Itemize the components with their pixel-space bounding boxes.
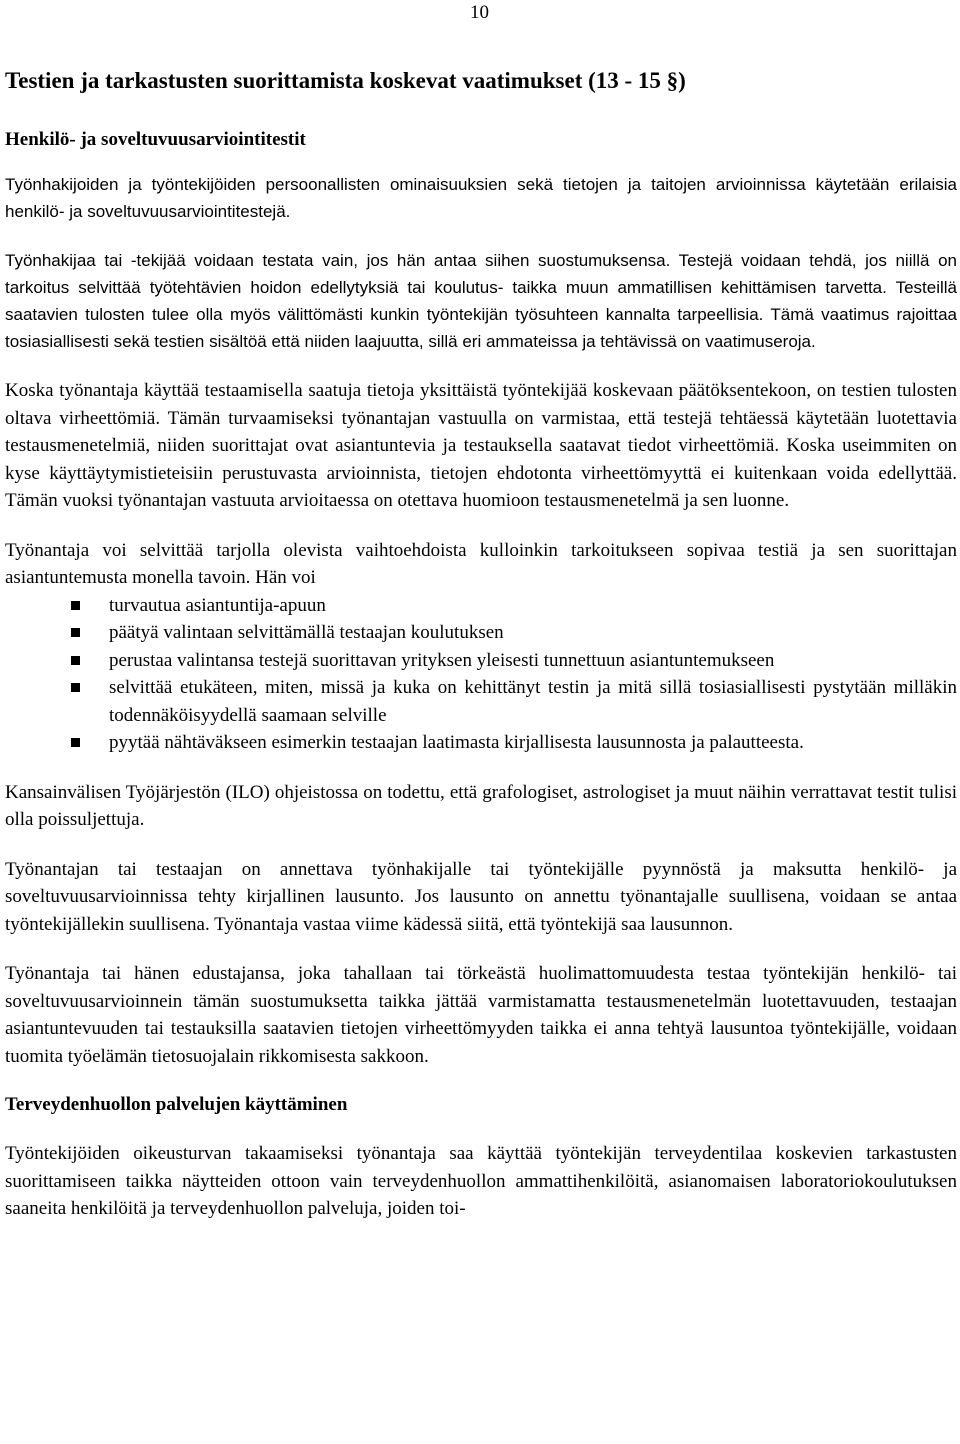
paragraph-7: Työnantaja tai hänen edustajansa, joka tahallaan tai törkeästä huolimattomuudesta testaa työntekijän henkilö- tai soveltuvuusarvioinnein tämän suostumuksetta taikka jättää varmistamatta testausmenetelmän luotettavuuden, testaajan asiantuntevuuden tai testauksilla saatavien tietojen virheettömyyden taikka ei anna tehtyä lausuntoa työntekijälle, voidaan tuomita työelämän tietosuojalain rikkomisesta sakkoon. xyxy=(5,963,957,1067)
page-number: 10 xyxy=(470,2,489,23)
list-item: selvittää etukäteen, miten, missä ja kuka on kehittänyt testin ja mitä sillä tosiasiallisesti pystytään milläkin todennäköisyydellä saamaan selville xyxy=(5,674,957,729)
square-bullet-icon xyxy=(71,683,80,692)
list-item: turvautua asiantuntija-apuun xyxy=(5,592,957,620)
paragraph-5: Kansainvälisen Työjärjestön (ILO) ohjeistossa on todettu, että grafologiset, astrologiset ja muut näihin verrattavat testit tulisi olla poissuljettuja. xyxy=(5,781,957,830)
bullet-list xyxy=(5,592,957,757)
section-heading-personality-tests: Henkilö- ja soveltuvuusarviointitestit xyxy=(5,129,306,150)
paragraph-6: Työnantajan tai testaajan on annettava työnhakijalle tai työntekijälle pyynnöstä ja maksutta henkilö- ja soveltuvuusarvioinnissa tehty kirjallinen lausunto. Jos lausunto on annettu työnantajalle suullisena, voidaan se antaa työntekijällekin suullisena. Työnantaja vastaa viime kädessä siitä, että työntekijä saa lausunnon. xyxy=(5,858,957,935)
square-bullet-icon xyxy=(71,656,80,665)
document-body xyxy=(5,66,957,1245)
list-item: pyytää nähtäväkseen esimerkin testaajan laatimasta kirjallisesta lausunnosta ja palautteesta. xyxy=(5,729,957,757)
paragraph-4: Työnantaja voi selvittää tarjolla olevista vaihtoehdoista kulloinkin tarkoitukseen sopivaa testiä ja sen suorittajan asiantuntemusta monella tavoin. Hän voi xyxy=(5,539,957,588)
list-item: perustaa valintansa testejä suorittavan yrityksen yleisesti tunnettuun asiantuntemukseen xyxy=(5,647,957,675)
paragraph-2: Työnhakijaa tai -tekijää voidaan testata vain, jos hän antaa siihen suostumuksensa. Testejä voidaan tehdä, jos niillä on tarkoitus selvittää työtehtävien hoidon edellytyksiä tai koulutus- taikka muun ammatillisen kehittämisen tarvetta. Testeillä saatavien tulosten tulee olla myös välittömästi kunkin työntekijän työsuhteen kannalta tarpeellisia. Tämä vaatimus rajoittaa tosiasiallisesti sekä testien sisältöä että niiden laajuutta, sillä eri ammateissa ja tehtävissä on vaatimuseroja. xyxy=(5,251,957,351)
square-bullet-icon xyxy=(71,738,80,747)
list-item: päätyä valintaan selvittämällä testaajan koulutuksen xyxy=(5,619,957,647)
paragraph-3: Koska työnantaja käyttää testaamisella saatuja tietoja yksittäistä työntekijää koskevaan päätöksentekoon, on testien tulosten oltava virheettömiä. Tämän turvaamiseksi työnantajan vastuulla on varmistaa, että testejä tehtäessä käytetään luotettavia testausmenetelmiä, niiden suorittajat ovat asiantuntevia ja testauksella saatavat tiedot virheettömiä. Koska useimmiten on kyse käyttäytymistieteisiin perustuvasta arvioinnista, tietojen ehdotonta virheettömyyttä ei kuitenkaan voida edellyttää. Tämän vuoksi työnantajan vastuuta arvioitaessa on otettava huomioon testausmenetelmä ja sen luonne. xyxy=(5,380,957,511)
square-bullet-icon xyxy=(71,601,80,610)
section-heading-health-services: Terveydenhuollon palvelujen käyttäminen xyxy=(5,1094,348,1115)
paragraph-1: Työnhakijoiden ja työntekijöiden persoonallisten ominaisuuksien sekä tietojen ja taitojen arvioinnissa käytetään erilaisia henkilö- ja soveltuvuusarviointitestejä. xyxy=(5,175,957,221)
square-bullet-icon xyxy=(71,628,80,637)
page-title: Testien ja tarkastusten suorittamista koskevat vaatimukset (13 - 15 §) xyxy=(5,68,686,93)
paragraph-8: Työntekijöiden oikeusturvan takaamiseksi työnantaja saa käyttää työntekijän terveydentilaa koskevien tarkastusten suorittamiseen taikka näytteiden ottoon vain terveydenhuollon ammattihenkilöitä, asianomaisen laboratoriokoulutuksen saaneita henkilöitä ja terveydenhuollon palveluja, joiden toi- xyxy=(5,1143,957,1219)
